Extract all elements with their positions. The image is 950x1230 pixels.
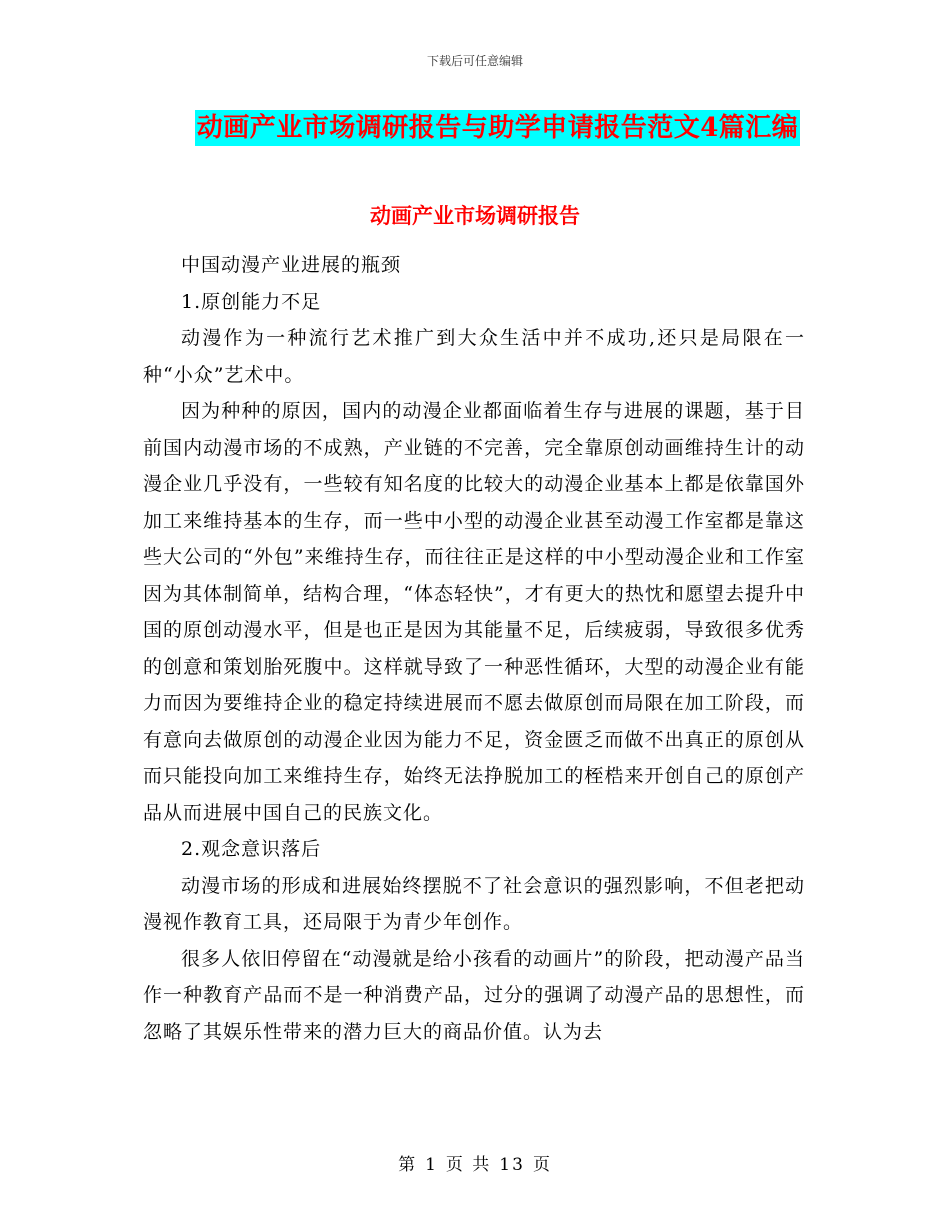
paragraph: 很多人依旧停留在“动漫就是给小孩看的动画片”的阶段，把动漫产品当作一种教育产品而不是一种消费产品，过分的强调了动漫产品的思想性，而忽略了其娱乐性带来的潜力巨大的商品价值。认为去 — [143, 947, 805, 1043]
footer-page-number: 1 — [425, 1155, 438, 1175]
footer-suffix: 页 — [532, 1155, 552, 1175]
paragraph: 动漫作为一种流行艺术推广到大众生活中并不成功,还只是局限在一种“小众”艺术中。 — [143, 327, 805, 386]
paragraph: 动漫市场的形成和进展始终摆脱不了社会意识的强烈影响，不但老把动漫视作教育工具，还局限于为青少年创作。 — [143, 874, 805, 933]
subheading-originality: 1.原创能力不足 — [181, 290, 322, 313]
document-title-container — [0, 110, 950, 146]
footer-total-pages: 13 — [499, 1155, 525, 1175]
subheading-concept: 2.观念意识落后 — [181, 838, 322, 860]
paragraph: 因为种种的原因，国内的动漫企业都面临着生存与进展的课题，基于目前国内动漫市场的不成熟，产业链的不完善，完全靠原创动画维持生计的动漫企业几乎没有，一些较有知名度的比较大的动漫企业基本上都是依靠国外加工来维持基本的生存，而一些中小型的动漫企业甚至动漫工作室都是靠这些大公司的“外包”来维持生存，而往往正是这样的中小型动漫企业和工作室因为其体制简单，结构合理，“体态轻快”，才有更大的热忱和愿望去提升中国的原创动漫水平，但是也正是因为其能量不足，后续疲弱，导致很多优秀的创意和策划胎死腹中。这样就导致了一种恶性循环，大型的动漫企业有能力而因为要维持企业的稳定持续进展而不愿去做原创而局限在加工阶段，而有意向去做原创的动漫企业因为能力不足，资金匮乏而做不出真正的原创从而只能投向加工来维持生存，始终无法挣脱加工的桎梏来开创自己的原创产品从而进展中国自己的民族文化。 — [143, 400, 805, 824]
document-title: 动画产业市场调研报告与助学申请报告范文4篇汇编 — [195, 110, 801, 146]
document-body — [143, 247, 805, 1050]
section-title: 动画产业市场调研报告 — [370, 203, 580, 228]
subheading-bottleneck: 中国动漫产业进展的瓶颈 — [181, 254, 402, 276]
footer-prefix: 第 — [398, 1155, 418, 1175]
header-note: 下载后可任意编辑 — [426, 54, 523, 68]
footer-middle: 页 共 — [445, 1155, 492, 1175]
page-footer — [0, 1154, 950, 1176]
